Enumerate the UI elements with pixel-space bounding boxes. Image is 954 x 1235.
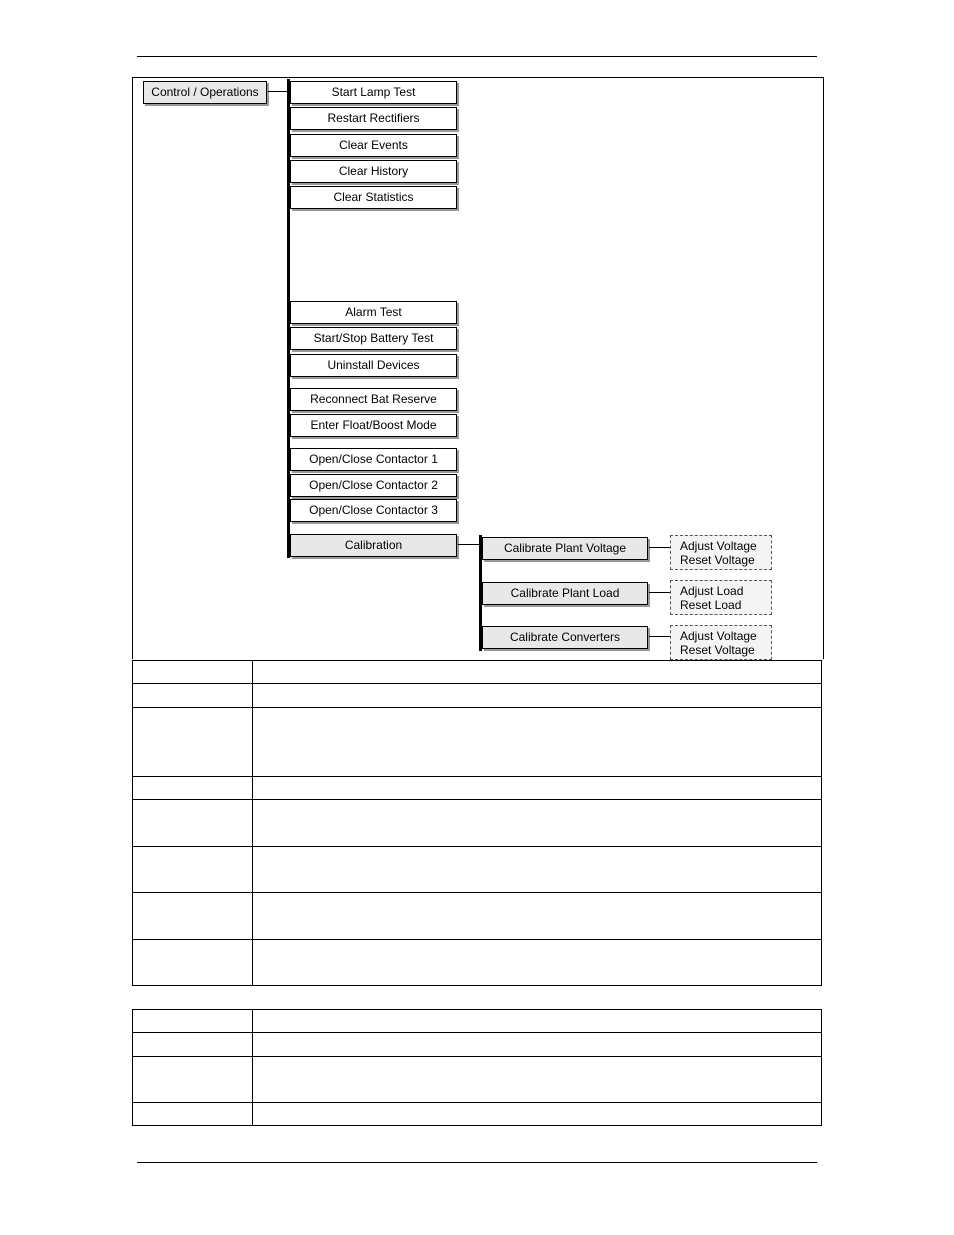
description-table-1 <box>132 660 822 986</box>
action-adjust-voltage: Adjust Voltage <box>680 539 757 553</box>
converters-actions <box>670 625 772 660</box>
menu-root-control-operations: Control / Operations <box>143 81 267 104</box>
menu-item-alarm-test: Alarm Test <box>290 301 457 324</box>
table-row <box>133 661 822 684</box>
plant-voltage-actions <box>670 535 772 570</box>
action-adjust-voltage-converters: Adjust Voltage <box>680 629 757 643</box>
menu-item-battery-test: Start/Stop Battery Test <box>290 327 457 350</box>
menu-item-calibrate-plant-load: Calibrate Plant Load <box>482 582 648 605</box>
action-adjust-load: Adjust Load <box>680 584 744 598</box>
table-row <box>133 1057 822 1103</box>
table-row <box>133 1103 822 1126</box>
plant-load-connector <box>649 592 670 593</box>
menu-item-clear-history: Clear History <box>290 160 457 183</box>
table-row <box>133 847 822 893</box>
root-connector <box>268 91 289 92</box>
menu-item-contactor-3: Open/Close Contactor 3 <box>290 499 457 522</box>
plant-voltage-connector <box>649 547 670 548</box>
menu-item-contactor-1: Open/Close Contactor 1 <box>290 448 457 471</box>
table-row <box>133 1010 822 1033</box>
action-reset-voltage-converters: Reset Voltage <box>680 643 755 657</box>
menu-item-clear-statistics: Clear Statistics <box>290 186 457 209</box>
menu-item-restart-rectifiers: Restart Rectifiers <box>290 107 457 130</box>
footer-rule <box>137 1162 817 1163</box>
table-row <box>133 684 822 708</box>
table-row <box>133 800 822 847</box>
menu-item-contactor-2: Open/Close Contactor 2 <box>290 474 457 497</box>
menu-item-float-boost-mode: Enter Float/Boost Mode <box>290 414 457 437</box>
menu-item-calibrate-plant-voltage: Calibrate Plant Voltage <box>482 537 648 560</box>
table-row <box>133 777 822 800</box>
table-row <box>133 708 822 777</box>
menu-item-start-lamp-test: Start Lamp Test <box>290 81 457 104</box>
plant-load-actions <box>670 580 772 615</box>
menu-item-uninstall-devices: Uninstall Devices <box>290 354 457 377</box>
menu-item-calibrate-converters: Calibrate Converters <box>482 626 648 649</box>
menu-item-reconnect-bat-reserve: Reconnect Bat Reserve <box>290 388 457 411</box>
table-row <box>133 940 822 986</box>
menu-tree-frame <box>132 77 824 659</box>
menu-item-calibration: Calibration <box>290 534 457 557</box>
calibration-connector <box>458 544 480 545</box>
converters-connector <box>649 636 670 637</box>
description-table-2 <box>132 1009 822 1126</box>
table-row <box>133 1033 822 1057</box>
action-reset-load: Reset Load <box>680 598 742 612</box>
table-row <box>133 893 822 940</box>
header-rule <box>137 56 817 57</box>
action-reset-voltage: Reset Voltage <box>680 553 755 567</box>
menu-item-clear-events: Clear Events <box>290 134 457 157</box>
